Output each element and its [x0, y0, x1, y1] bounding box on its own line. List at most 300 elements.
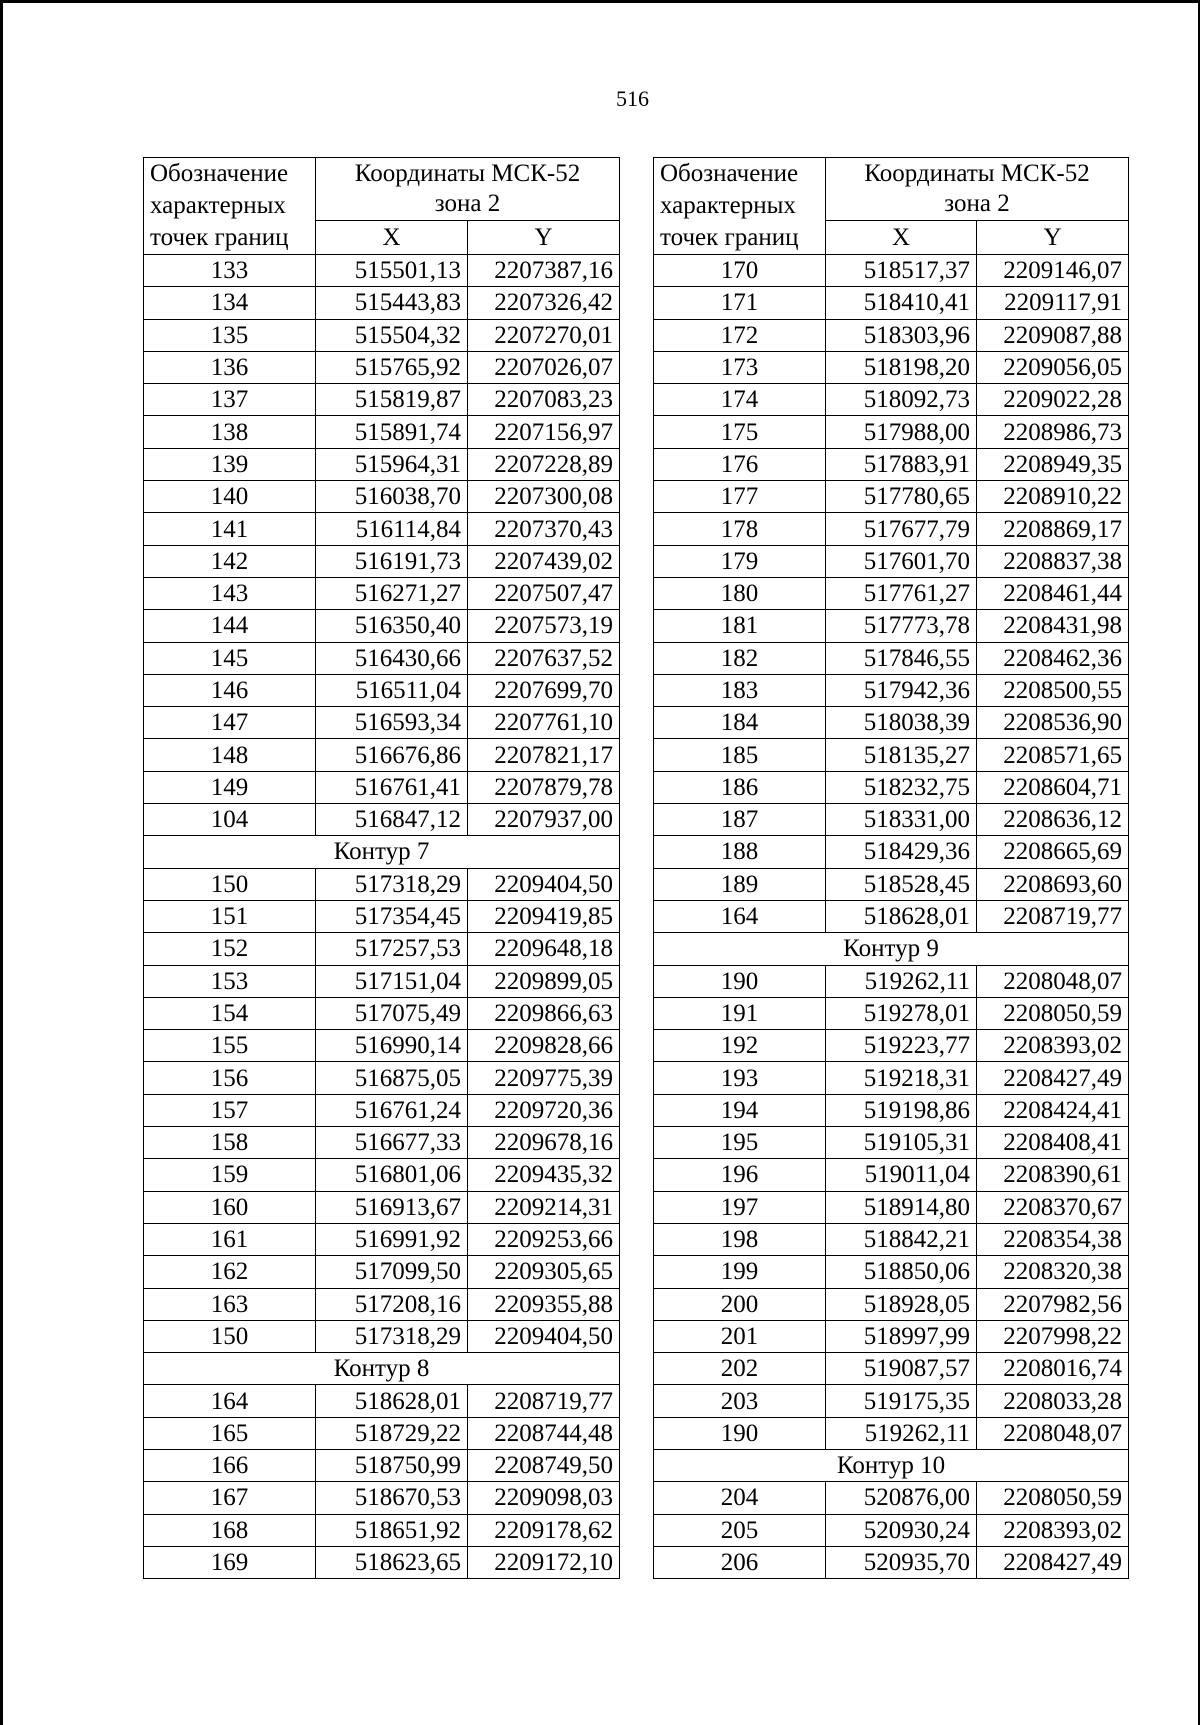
- point-id-cell: 164: [654, 900, 826, 932]
- x-coordinate-cell: 519198,86: [826, 1094, 977, 1126]
- y-coordinate-cell: 2208393,02: [977, 1514, 1129, 1546]
- point-id-cell: 180: [654, 577, 826, 609]
- x-coordinate-cell: 517846,55: [826, 642, 977, 674]
- table-row: [144, 481, 620, 513]
- point-id-cell: 168: [144, 1514, 316, 1546]
- table-row: [144, 1288, 620, 1320]
- point-id-cell: 150: [144, 868, 316, 900]
- table-row: [144, 1030, 620, 1062]
- x-coordinate-cell: 519223,77: [826, 1030, 977, 1062]
- table-row: [144, 1094, 620, 1126]
- y-coordinate-cell: 2208050,59: [977, 997, 1129, 1029]
- y-coordinate-cell: 2208048,07: [977, 1417, 1129, 1449]
- header-coords-label: [316, 158, 620, 221]
- y-coordinate-cell: 2209404,50: [468, 868, 620, 900]
- y-coordinate-cell: 2208636,12: [977, 804, 1129, 836]
- table-row: [654, 1127, 1129, 1159]
- x-coordinate-cell: 519087,57: [826, 1353, 977, 1385]
- table-row: [144, 1223, 620, 1255]
- y-coordinate-cell: 2207156,97: [468, 416, 620, 448]
- y-coordinate-cell: 2208427,49: [977, 1546, 1129, 1578]
- table-row: [144, 1482, 620, 1514]
- header-y-label: Y: [468, 221, 620, 255]
- x-coordinate-cell: 518651,92: [316, 1514, 468, 1546]
- table-row: [654, 868, 1129, 900]
- y-coordinate-cell: 2209172,10: [468, 1546, 620, 1578]
- y-coordinate-cell: 2209178,62: [468, 1514, 620, 1546]
- y-coordinate-cell: 2208016,74: [977, 1353, 1129, 1385]
- table-row: [144, 319, 620, 351]
- point-id-cell: 158: [144, 1127, 316, 1159]
- x-coordinate-cell: 518842,21: [826, 1223, 977, 1255]
- table-row: [144, 1159, 620, 1191]
- y-coordinate-cell: 2208749,50: [468, 1449, 620, 1481]
- table-row: [654, 319, 1129, 351]
- y-coordinate-cell: 2207507,47: [468, 577, 620, 609]
- header-coords-label: [826, 158, 1129, 221]
- y-coordinate-cell: 2209117,91: [977, 287, 1129, 319]
- x-coordinate-cell: 517761,27: [826, 577, 977, 609]
- x-coordinate-cell: 518628,01: [316, 1385, 468, 1417]
- y-coordinate-cell: 2209866,63: [468, 997, 620, 1029]
- x-coordinate-cell: 516875,05: [316, 1062, 468, 1094]
- y-coordinate-cell: 2208462,36: [977, 642, 1129, 674]
- point-id-cell: 134: [144, 287, 316, 319]
- y-coordinate-cell: 2209214,31: [468, 1191, 620, 1223]
- table-row: [654, 997, 1129, 1029]
- point-id-cell: 138: [144, 416, 316, 448]
- y-coordinate-cell: 2207937,00: [468, 804, 620, 836]
- table-row: [654, 1482, 1129, 1514]
- table-row: [654, 448, 1129, 480]
- x-coordinate-cell: 515765,92: [316, 351, 468, 383]
- table-row: [144, 1191, 620, 1223]
- y-coordinate-cell: 2208050,59: [977, 1482, 1129, 1514]
- x-coordinate-cell: 518232,75: [826, 771, 977, 803]
- x-coordinate-cell: 518914,80: [826, 1191, 977, 1223]
- y-coordinate-cell: 2208693,60: [977, 868, 1129, 900]
- y-coordinate-cell: 2208390,61: [977, 1159, 1129, 1191]
- point-id-cell: 196: [654, 1159, 826, 1191]
- table-row: [654, 1159, 1129, 1191]
- table-row: [654, 287, 1129, 319]
- point-id-cell: 182: [654, 642, 826, 674]
- table-row: [144, 448, 620, 480]
- y-coordinate-cell: 2208665,69: [977, 836, 1129, 868]
- x-coordinate-cell: 515501,13: [316, 255, 468, 287]
- x-coordinate-cell: 517773,78: [826, 610, 977, 642]
- point-id-cell: 170: [654, 255, 826, 287]
- point-id-cell: 146: [144, 674, 316, 706]
- point-id-cell: 192: [654, 1030, 826, 1062]
- table-row: [144, 416, 620, 448]
- y-coordinate-cell: 2208320,38: [977, 1256, 1129, 1288]
- table-row: [654, 804, 1129, 836]
- x-coordinate-cell: 517677,79: [826, 513, 977, 545]
- y-coordinate-cell: 2209828,66: [468, 1030, 620, 1062]
- table-row: [654, 642, 1129, 674]
- y-coordinate-cell: 2209098,03: [468, 1482, 620, 1514]
- table-row: [144, 739, 620, 771]
- table-row: [144, 771, 620, 803]
- table-row: [654, 545, 1129, 577]
- x-coordinate-cell: 516991,92: [316, 1223, 468, 1255]
- x-coordinate-cell: 516350,40: [316, 610, 468, 642]
- table-row: [144, 1320, 620, 1352]
- x-coordinate-cell: 517354,45: [316, 900, 468, 932]
- table-row: [144, 1127, 620, 1159]
- x-coordinate-cell: 517208,16: [316, 1288, 468, 1320]
- header-row: [144, 158, 620, 221]
- header-coords-label-line: Координаты МСК-52: [864, 160, 1090, 188]
- point-id-cell: 156: [144, 1062, 316, 1094]
- header-point-label-line: характерных: [660, 192, 796, 219]
- point-id-cell: 198: [654, 1223, 826, 1255]
- header-x-label: X: [826, 221, 977, 255]
- x-coordinate-cell: 517151,04: [316, 965, 468, 997]
- table-row: [144, 513, 620, 545]
- x-coordinate-cell: 517099,50: [316, 1256, 468, 1288]
- y-coordinate-cell: 2208370,67: [977, 1191, 1129, 1223]
- y-coordinate-cell: 2209305,65: [468, 1256, 620, 1288]
- x-coordinate-cell: 516761,24: [316, 1094, 468, 1126]
- y-coordinate-cell: 2208910,22: [977, 481, 1129, 513]
- y-coordinate-cell: 2208744,48: [468, 1417, 620, 1449]
- point-id-cell: 152: [144, 933, 316, 965]
- x-coordinate-cell: 520930,24: [826, 1514, 977, 1546]
- x-coordinate-cell: 516913,67: [316, 1191, 468, 1223]
- page-number: 516: [616, 86, 649, 111]
- y-coordinate-cell: 2207998,22: [977, 1320, 1129, 1352]
- y-coordinate-cell: 2208033,28: [977, 1385, 1129, 1417]
- table-row: [654, 1062, 1129, 1094]
- table-row: [144, 1256, 620, 1288]
- point-id-cell: 173: [654, 351, 826, 383]
- point-id-cell: 195: [654, 1127, 826, 1159]
- point-id-cell: 157: [144, 1094, 316, 1126]
- point-id-cell: 189: [654, 868, 826, 900]
- table-row: [654, 513, 1129, 545]
- coordinates-table-left: [143, 157, 620, 1579]
- point-id-cell: 197: [654, 1191, 826, 1223]
- point-id-cell: 139: [144, 448, 316, 480]
- y-coordinate-cell: 2208461,44: [977, 577, 1129, 609]
- contour-row: [144, 836, 620, 868]
- table-row: [144, 287, 620, 319]
- y-coordinate-cell: 2207228,89: [468, 448, 620, 480]
- header-x-label: X: [316, 221, 468, 255]
- y-coordinate-cell: 2207637,52: [468, 642, 620, 674]
- x-coordinate-cell: 519175,35: [826, 1385, 977, 1417]
- table-row: [654, 416, 1129, 448]
- header-coords-label-line: Координаты МСК-52: [354, 160, 581, 188]
- table-row: [654, 1256, 1129, 1288]
- point-id-cell: 150: [144, 1320, 316, 1352]
- x-coordinate-cell: 516271,27: [316, 577, 468, 609]
- y-coordinate-cell: 2207300,08: [468, 481, 620, 513]
- x-coordinate-cell: 515443,83: [316, 287, 468, 319]
- table-row: [654, 610, 1129, 642]
- header-point-label-line: точек границ: [660, 224, 799, 251]
- header-point-label: [144, 158, 316, 255]
- table-row: [144, 1546, 620, 1578]
- y-coordinate-cell: 2208048,07: [977, 965, 1129, 997]
- x-coordinate-cell: 516038,70: [316, 481, 468, 513]
- table-row: [654, 900, 1129, 932]
- point-id-cell: 187: [654, 804, 826, 836]
- y-coordinate-cell: 2209435,32: [468, 1159, 620, 1191]
- point-id-cell: 162: [144, 1256, 316, 1288]
- table-row: [144, 351, 620, 383]
- x-coordinate-cell: 516847,12: [316, 804, 468, 836]
- header-point-label-line: Обозначение: [150, 160, 289, 187]
- y-coordinate-cell: 2209022,28: [977, 384, 1129, 416]
- contour-label: Контур 10: [654, 1449, 1129, 1481]
- header-row: [654, 158, 1129, 221]
- y-coordinate-cell: 2207439,02: [468, 545, 620, 577]
- table-row: [144, 868, 620, 900]
- y-coordinate-cell: 2208427,49: [977, 1062, 1129, 1094]
- x-coordinate-cell: 516801,06: [316, 1159, 468, 1191]
- y-coordinate-cell: 2208536,90: [977, 707, 1129, 739]
- y-coordinate-cell: 2207083,23: [468, 384, 620, 416]
- x-coordinate-cell: 517988,00: [826, 416, 977, 448]
- y-coordinate-cell: 2209720,36: [468, 1094, 620, 1126]
- x-coordinate-cell: 518850,06: [826, 1256, 977, 1288]
- x-coordinate-cell: 518429,36: [826, 836, 977, 868]
- y-coordinate-cell: 2207879,78: [468, 771, 620, 803]
- y-coordinate-cell: 2209419,85: [468, 900, 620, 932]
- x-coordinate-cell: 517257,53: [316, 933, 468, 965]
- table-row: [144, 804, 620, 836]
- point-id-cell: 172: [654, 319, 826, 351]
- table-row: [654, 255, 1129, 287]
- y-coordinate-cell: 2207370,43: [468, 513, 620, 545]
- y-coordinate-cell: 2208949,35: [977, 448, 1129, 480]
- point-id-cell: 166: [144, 1449, 316, 1481]
- x-coordinate-cell: 516990,14: [316, 1030, 468, 1062]
- point-id-cell: 160: [144, 1191, 316, 1223]
- contour-row: [144, 1353, 620, 1385]
- header-y-label: Y: [977, 221, 1129, 255]
- x-coordinate-cell: 516114,84: [316, 513, 468, 545]
- table-row: [144, 545, 620, 577]
- x-coordinate-cell: 516430,66: [316, 642, 468, 674]
- x-coordinate-cell: 517601,70: [826, 545, 977, 577]
- point-id-cell: 148: [144, 739, 316, 771]
- table-row: [144, 642, 620, 674]
- point-id-cell: 206: [654, 1546, 826, 1578]
- point-id-cell: 202: [654, 1353, 826, 1385]
- header-point-label-line: Обозначение: [660, 160, 799, 187]
- table-row: [144, 900, 620, 932]
- x-coordinate-cell: 516593,34: [316, 707, 468, 739]
- point-id-cell: 145: [144, 642, 316, 674]
- point-id-cell: 136: [144, 351, 316, 383]
- page-border-left: [0, 0, 3, 1725]
- point-id-cell: 190: [654, 1417, 826, 1449]
- point-id-cell: 200: [654, 1288, 826, 1320]
- table-row: [654, 1191, 1129, 1223]
- table-row: [144, 1385, 620, 1417]
- point-id-cell: 185: [654, 739, 826, 771]
- y-coordinate-cell: 2208431,98: [977, 610, 1129, 642]
- x-coordinate-cell: 518331,00: [826, 804, 977, 836]
- x-coordinate-cell: 515964,31: [316, 448, 468, 480]
- y-coordinate-cell: 2208408,41: [977, 1127, 1129, 1159]
- table-row: [144, 577, 620, 609]
- point-id-cell: 142: [144, 545, 316, 577]
- y-coordinate-cell: 2207573,19: [468, 610, 620, 642]
- point-id-cell: 137: [144, 384, 316, 416]
- point-id-cell: 169: [144, 1546, 316, 1578]
- y-coordinate-cell: 2209146,07: [977, 255, 1129, 287]
- point-id-cell: 205: [654, 1514, 826, 1546]
- point-id-cell: 190: [654, 965, 826, 997]
- x-coordinate-cell: 519278,01: [826, 997, 977, 1029]
- header-point-label: [654, 158, 826, 255]
- y-coordinate-cell: 2208837,38: [977, 545, 1129, 577]
- point-id-cell: 194: [654, 1094, 826, 1126]
- point-id-cell: 167: [144, 1482, 316, 1514]
- table-row: [654, 1417, 1129, 1449]
- x-coordinate-cell: 518517,37: [826, 255, 977, 287]
- y-coordinate-cell: 2209355,88: [468, 1288, 620, 1320]
- point-id-cell: 177: [654, 481, 826, 513]
- y-coordinate-cell: 2207326,42: [468, 287, 620, 319]
- point-id-cell: 181: [654, 610, 826, 642]
- y-coordinate-cell: 2207387,16: [468, 255, 620, 287]
- y-coordinate-cell: 2207699,70: [468, 674, 620, 706]
- y-coordinate-cell: 2207821,17: [468, 739, 620, 771]
- point-id-cell: 159: [144, 1159, 316, 1191]
- x-coordinate-cell: 518623,65: [316, 1546, 468, 1578]
- table-row: [654, 674, 1129, 706]
- point-id-cell: 193: [654, 1062, 826, 1094]
- point-id-cell: 163: [144, 1288, 316, 1320]
- x-coordinate-cell: 518410,41: [826, 287, 977, 319]
- y-coordinate-cell: 2207270,01: [468, 319, 620, 351]
- x-coordinate-cell: 515819,87: [316, 384, 468, 416]
- point-id-cell: 161: [144, 1223, 316, 1255]
- point-id-cell: 141: [144, 513, 316, 545]
- table-row: [144, 933, 620, 965]
- point-id-cell: 175: [654, 416, 826, 448]
- y-coordinate-cell: 2207026,07: [468, 351, 620, 383]
- table-row: [654, 1546, 1129, 1578]
- table-row: [654, 1030, 1129, 1062]
- point-id-cell: 184: [654, 707, 826, 739]
- table-row: [144, 610, 620, 642]
- y-coordinate-cell: 2207982,56: [977, 1288, 1129, 1320]
- point-id-cell: 191: [654, 997, 826, 1029]
- x-coordinate-cell: 518928,05: [826, 1288, 977, 1320]
- point-id-cell: 155: [144, 1030, 316, 1062]
- table-row: [654, 1385, 1129, 1417]
- table-row: [144, 707, 620, 739]
- table-row: [144, 255, 620, 287]
- y-coordinate-cell: 2209087,88: [977, 319, 1129, 351]
- y-coordinate-cell: 2209056,05: [977, 351, 1129, 383]
- x-coordinate-cell: 518997,99: [826, 1320, 977, 1352]
- x-coordinate-cell: 517942,36: [826, 674, 977, 706]
- x-coordinate-cell: 518729,22: [316, 1417, 468, 1449]
- y-coordinate-cell: 2209253,66: [468, 1223, 620, 1255]
- table-row: [654, 1320, 1129, 1352]
- x-coordinate-cell: 517318,29: [316, 868, 468, 900]
- x-coordinate-cell: 518198,20: [826, 351, 977, 383]
- x-coordinate-cell: 517318,29: [316, 1320, 468, 1352]
- x-coordinate-cell: 516761,41: [316, 771, 468, 803]
- table-row: [654, 1094, 1129, 1126]
- contour-label: Контур 9: [654, 933, 1129, 965]
- point-id-cell: 147: [144, 707, 316, 739]
- table-row: [654, 1288, 1129, 1320]
- x-coordinate-cell: 519262,11: [826, 1417, 977, 1449]
- y-coordinate-cell: 2208604,71: [977, 771, 1129, 803]
- table-row: [654, 965, 1129, 997]
- x-coordinate-cell: 515504,32: [316, 319, 468, 351]
- point-id-cell: 171: [654, 287, 826, 319]
- x-coordinate-cell: 519262,11: [826, 965, 977, 997]
- x-coordinate-cell: 520935,70: [826, 1546, 977, 1578]
- x-coordinate-cell: 518135,27: [826, 739, 977, 771]
- x-coordinate-cell: 517780,65: [826, 481, 977, 513]
- table-row: [654, 384, 1129, 416]
- y-coordinate-cell: 2208719,77: [977, 900, 1129, 932]
- y-coordinate-cell: 2208869,17: [977, 513, 1129, 545]
- contour-label: Контур 8: [144, 1353, 620, 1385]
- y-coordinate-cell: 2208354,38: [977, 1223, 1129, 1255]
- x-coordinate-cell: 517883,91: [826, 448, 977, 480]
- y-coordinate-cell: 2208500,55: [977, 674, 1129, 706]
- header-point-label-line: характерных: [150, 192, 286, 219]
- point-id-cell: 153: [144, 965, 316, 997]
- table-row: [654, 1223, 1129, 1255]
- header-coords-label-line: зона 2: [944, 190, 1010, 218]
- point-id-cell: 204: [654, 1482, 826, 1514]
- table-row: [144, 674, 620, 706]
- x-coordinate-cell: 518628,01: [826, 900, 977, 932]
- point-id-cell: 186: [654, 771, 826, 803]
- x-coordinate-cell: 516677,33: [316, 1127, 468, 1159]
- point-id-cell: 104: [144, 804, 316, 836]
- point-id-cell: 178: [654, 513, 826, 545]
- contour-row: [654, 933, 1129, 965]
- x-coordinate-cell: 519218,31: [826, 1062, 977, 1094]
- x-coordinate-cell: 520876,00: [826, 1482, 977, 1514]
- header-coords-label-line: зона 2: [434, 190, 501, 218]
- point-id-cell: 133: [144, 255, 316, 287]
- page-border-top: [0, 0, 1200, 3]
- x-coordinate-cell: 518038,39: [826, 707, 977, 739]
- table-row: [654, 739, 1129, 771]
- y-coordinate-cell: 2209404,50: [468, 1320, 620, 1352]
- y-coordinate-cell: 2208393,02: [977, 1030, 1129, 1062]
- table-row: [144, 1062, 620, 1094]
- point-id-cell: 183: [654, 674, 826, 706]
- point-id-cell: 176: [654, 448, 826, 480]
- x-coordinate-cell: 516676,86: [316, 739, 468, 771]
- table-row: [654, 1514, 1129, 1546]
- point-id-cell: 165: [144, 1417, 316, 1449]
- header-point-label-line: точек границ: [150, 224, 289, 251]
- table-row: [654, 351, 1129, 383]
- x-coordinate-cell: 519011,04: [826, 1159, 977, 1191]
- x-coordinate-cell: 518670,53: [316, 1482, 468, 1514]
- y-coordinate-cell: 2208719,77: [468, 1385, 620, 1417]
- point-id-cell: 135: [144, 319, 316, 351]
